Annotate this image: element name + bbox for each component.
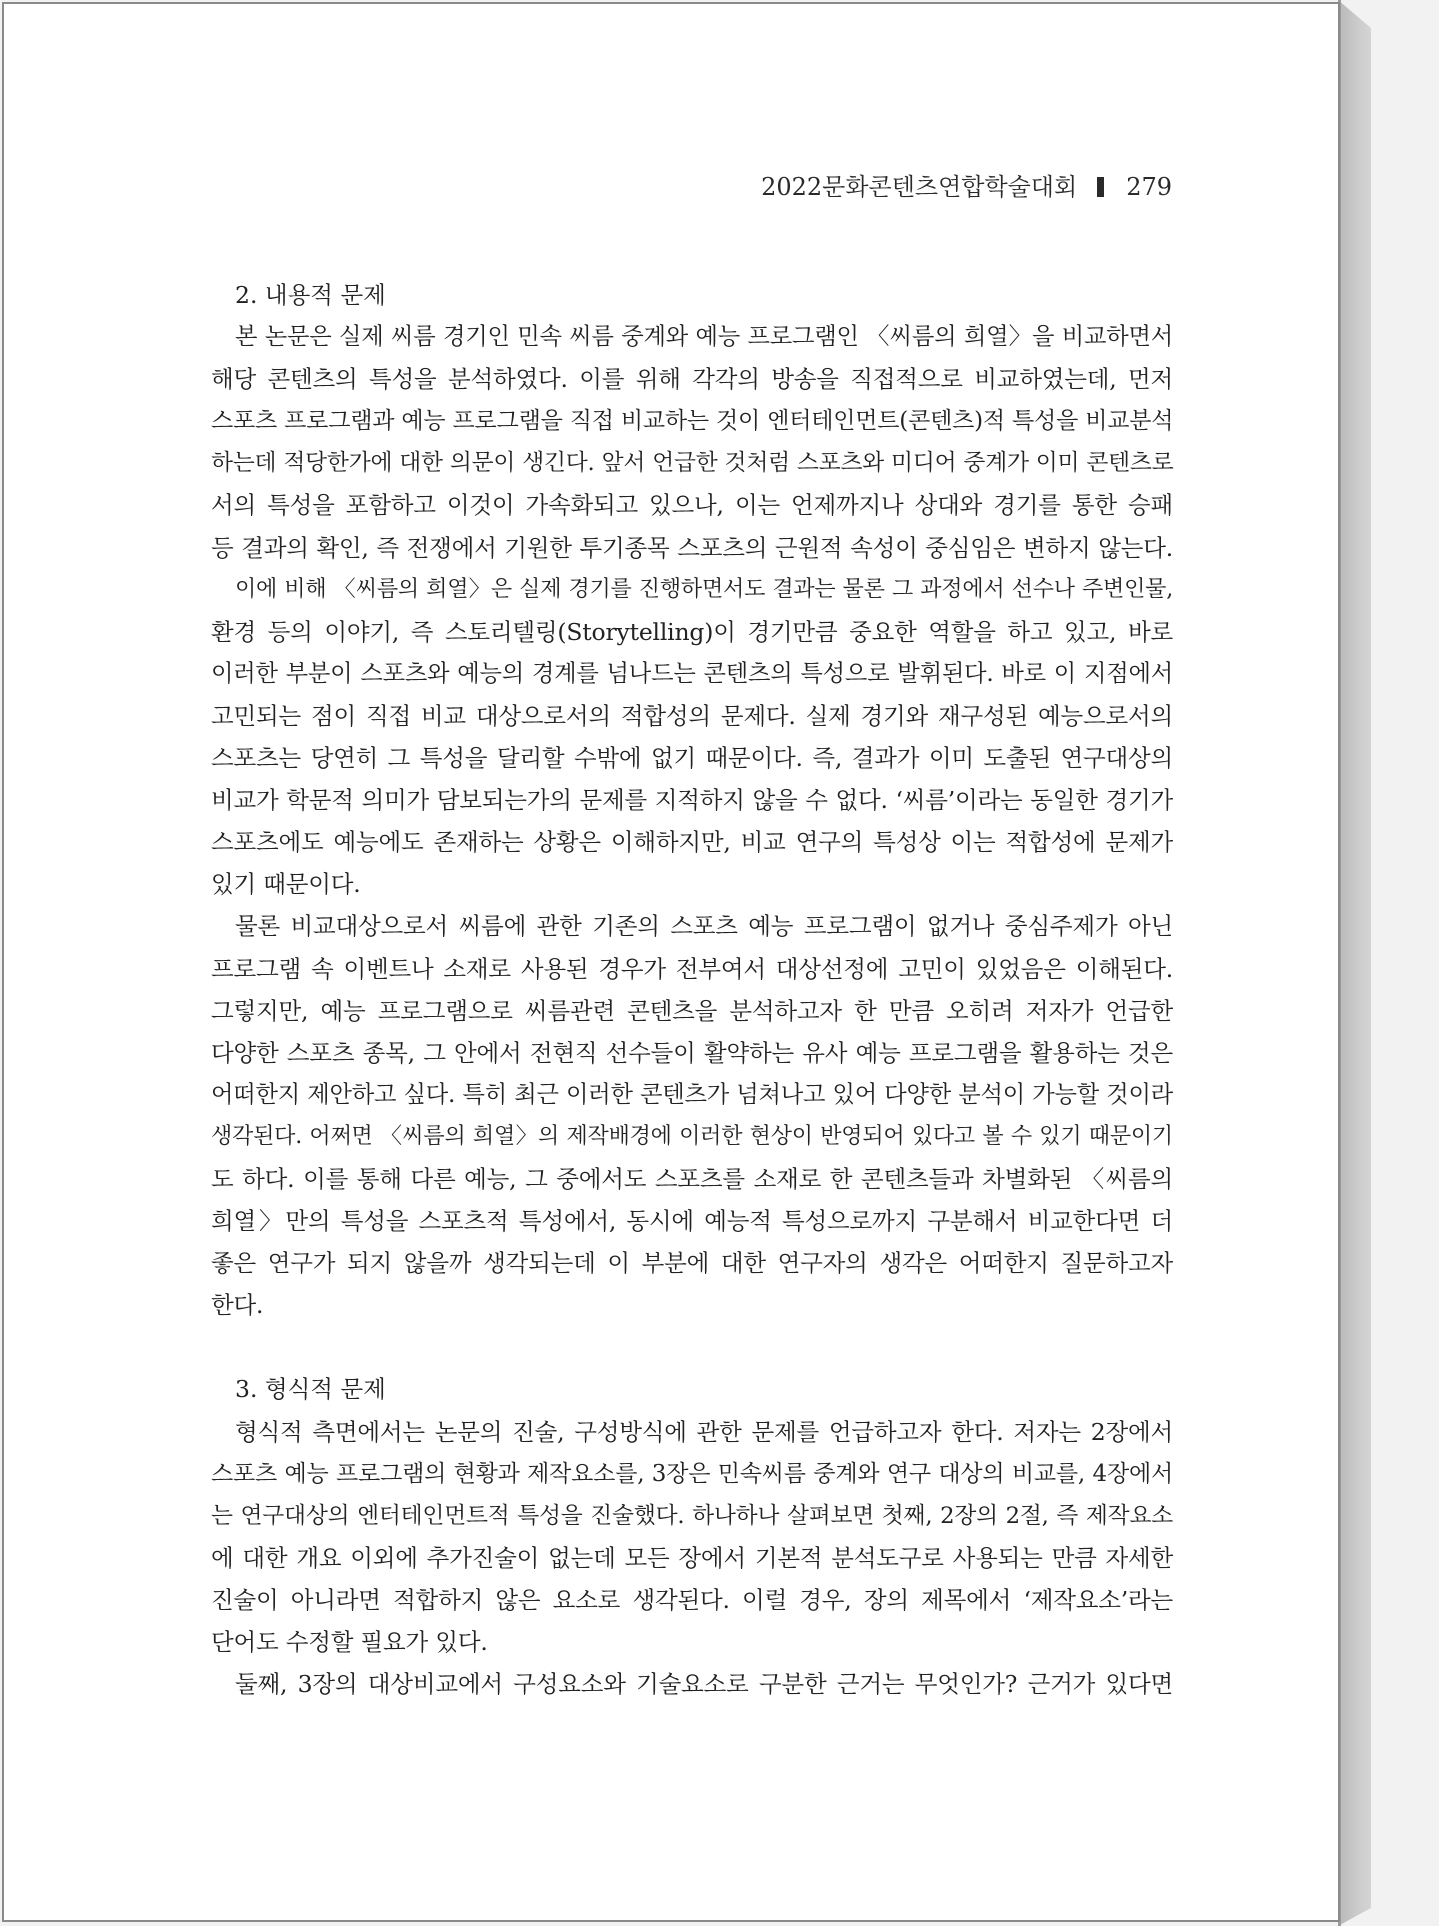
text-line: 한다.: [211, 1291, 264, 1320]
section-title: 3. 형식적 문제: [235, 1375, 386, 1404]
text-line: 하는데 적당한가에 대한 의문이 생긴다. 앞서 언급한 것처럼 스포츠와 미디어 중계가 이미 콘텐츠로: [211, 450, 1174, 477]
document-page: [2, 2, 1340, 1922]
page-stack-side: [1338, 0, 1398, 1926]
text-line: 도 하다. 이를 통해 다른 예능, 그 중에서도 스포츠를 소재로 한 콘텐츠들과 차별화된 〈씨름의: [211, 1164, 1173, 1193]
text-line: 진술이 아니라면 적합하지 않은 요소로 생각된다. 이럴 경우, 장의 제목에서 ‘제작요소’라는: [211, 1585, 1173, 1614]
section-title: 2. 내용적 문제: [235, 281, 386, 309]
text-line: 스포츠는 당연히 그 특성을 달리할 수밖에 없기 때문이다. 즉, 결과가 이미 도출된 연구대상의: [211, 744, 1173, 773]
header-separator: [1097, 177, 1104, 197]
text-line: 이러한 부분이 스포츠와 예능의 경계를 넘나드는 콘텐츠의 특성으로 발휘된다. 바로 이 지점에서: [211, 659, 1173, 687]
text-line: 서의 특성을 포함하고 이것이 가속화되고 있으나, 이는 언제까지나 상대와 경기를 통한 승패: [211, 491, 1173, 520]
text-line: 생각된다. 어쩌면 〈씨름의 희열〉의 제작배경에 이러한 현상이 반영되어 있다고 볼 수 있기 때문이기: [211, 1123, 1173, 1149]
text-line: 둘째, 3장의 대상비교에서 구성요소와 기술요소로 구분한 근거는 무엇인가? 근거가 있다면: [235, 1670, 1173, 1699]
text-line: 는 연구대상의 엔터테인먼트적 특성을 진술했다. 하나하나 살펴보면 첫째, 2장의 2절, 즉 제작요소: [211, 1502, 1173, 1529]
text-line: 그렇지만, 예능 프로그램으로 씨름관련 콘텐츠을 분석하고자 한 만큼 오히려 저자가 언급한: [211, 996, 1173, 1025]
text-line: 해당 콘텐츠의 특성을 분석하였다. 이를 위해 각각의 방송을 직접적으로 비교하였는데, 먼저: [211, 365, 1173, 394]
text-line: 어떠한지 제안하고 싶다. 특히 최근 이러한 콘텐츠가 넘쳐나고 있어 다양한 분석이 가능할 것이라: [211, 1080, 1173, 1108]
page-stack-edge: [1338, 0, 1398, 1926]
text-line: 스포츠 예능 프로그램의 현황과 제작요소를, 3장은 민속씨름 중계와 연구 대상의 비교를, 4장에서: [211, 1460, 1173, 1487]
page-number: 279: [1126, 173, 1172, 201]
text-line: 에 대한 개요 이외에 추가진술이 없는데 모든 장에서 기본적 분석도구로 사용되는 만큼 자세한: [211, 1543, 1173, 1572]
running-header: [4, 167, 1172, 202]
text-line: 본 논문은 실제 씨름 경기인 민속 씨름 중계와 예능 프로그램인 〈씨름의 희열〉을 비교하면서: [235, 323, 1173, 351]
text-line: 비교가 학문적 의미가 담보되는가의 문제를 지적하지 않을 수 없다. ‘씨름’이라는 동일한 경기가: [211, 786, 1173, 815]
body-text: [211, 274, 1173, 1705]
text-line: 단어도 수정할 필요가 있다.: [211, 1628, 488, 1656]
text-line: 형식적 측면에서는 논문의 진술, 구성방식에 관한 문제를 언급하고자 한다. 저자는 2장에서: [235, 1417, 1173, 1446]
section-gap: [211, 1326, 1173, 1368]
text-line: 있기 때문이다.: [211, 870, 361, 899]
text-line: 프로그램 속 이벤트나 소재로 사용된 경우가 전부여서 대상선정에 고민이 있었음은 이해된다.: [211, 954, 1173, 983]
text-line: 희열〉만의 특성을 스포츠적 특성에서, 동시에 예능적 특성으로까지 구분해서 비교한다면 더: [211, 1207, 1173, 1236]
text-line: 스포츠 프로그램과 예능 프로그램을 직접 비교하는 것이 엔터테인먼트(콘텐츠)적 특성을 비교분석: [211, 408, 1174, 435]
text-line: 스포츠에도 예능에도 존재하는 상황은 이해하지만, 비교 연구의 특성상 이는 적합성에 문제가: [211, 828, 1173, 857]
text-line: 물론 비교대상으로서 씨름에 관한 기존의 스포츠 예능 프로그램이 없거나 중심주제가 아닌: [235, 912, 1173, 941]
text-line: 다양한 스포츠 종목, 그 안에서 전현직 선수들이 활약하는 유사 예능 프로그램을 활용하는 것은: [211, 1038, 1173, 1067]
conference-title: 2022문화콘텐츠연합학술대회: [761, 173, 1078, 201]
text-line: 좋은 연구가 되지 않을까 생각되는데 이 부분에 대한 연구자의 생각은 어떠한지 질문하고자: [211, 1249, 1173, 1278]
text-line: 환경 등의 이야기, 즉 스토리텔링(Storytelling)이 경기만큼 중요한 역할을 하고 있고, 바로: [211, 617, 1173, 646]
text-line: 고민되는 점이 직접 비교 대상으로서의 적합성의 문제다. 실제 경기와 재구성된 예능으로서의: [211, 701, 1173, 730]
text-line: 등 결과의 확인, 즉 전쟁에서 기원한 투기종목 스포츠의 근원적 속성이 중심임은 변하지 않는다.: [211, 533, 1173, 562]
text-line: 이에 비해 〈씨름의 희열〉은 실제 경기를 진행하면서도 결과는 물론 그 과정에서 선수나 주변인물,: [235, 576, 1173, 602]
